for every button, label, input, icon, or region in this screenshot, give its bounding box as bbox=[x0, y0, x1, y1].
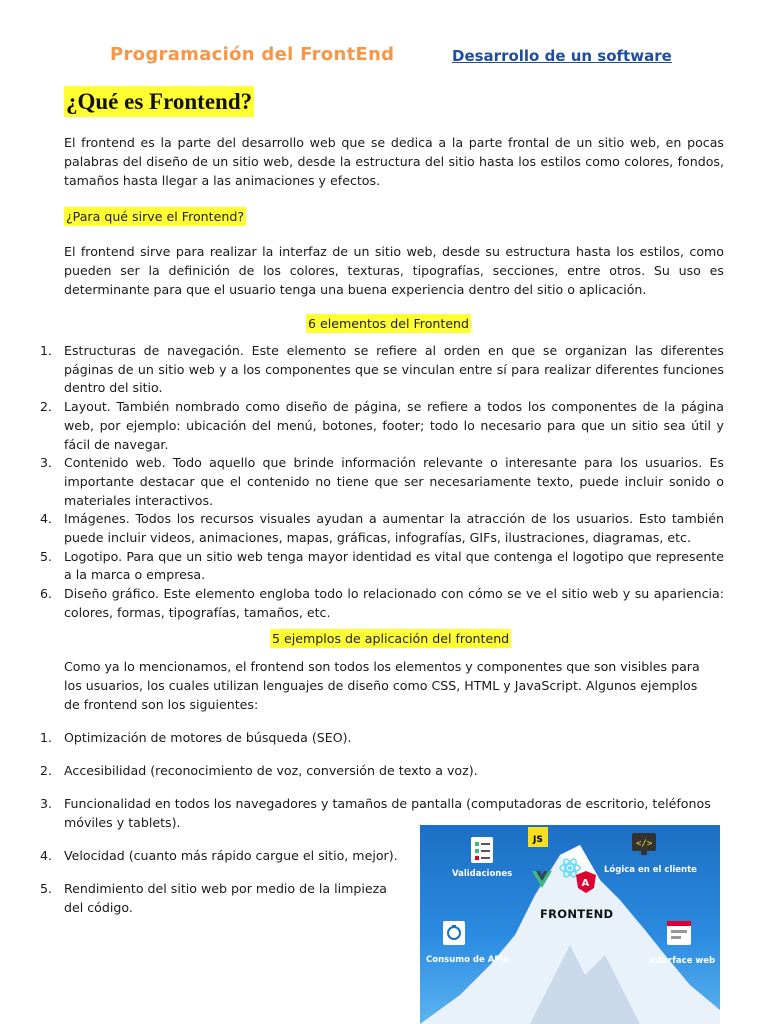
frontend-illustration bbox=[420, 825, 720, 1024]
list-item-text: Diseño gráfico. Este elemento engloba todo lo relacionado con cómo se ve el sitio web y su apariencia: colores, formas, tipografías, tamaños, etc. bbox=[64, 586, 724, 620]
list-item-text: Logotipo. Para que un sitio web tenga mayor identidad es vital que contenga el logotipo que represente a la marca o empresa. bbox=[64, 548, 724, 583]
list-item bbox=[24, 454, 724, 510]
label-logica: Lógica en el cliente bbox=[604, 865, 697, 875]
list-number: 1. bbox=[40, 343, 53, 358]
document-title: Programación del FrontEnd bbox=[110, 44, 395, 65]
example-text: Optimización de motores de búsqueda (SEO). bbox=[64, 730, 352, 745]
list-number: 3. bbox=[40, 455, 53, 471]
list-number: 2. bbox=[40, 399, 53, 415]
purpose-paragraph: El frontend sirve para realizar la interfaz de un sitio web, desde su estructura hasta los estilos, como pueden ser la definición de los colores, texturas, tipografías, secciones, entre otros. Su uso es determinante para que el usuario tenga una buena experiencia dentro del sitio o aplicación. bbox=[64, 244, 724, 297]
examples-intro: Como ya lo mencionamos, el frontend son todos los elementos y componentes que son visibles para los usuarios, los cuales utilizan lenguajes de diseño como CSS, HTML y JavaScript. Algunos ejemplos de frontend son los siguientes: bbox=[64, 659, 700, 712]
vue-logo-icon bbox=[532, 871, 552, 889]
header-link[interactable]: Desarrollo de un software bbox=[452, 47, 672, 65]
elements-subtitle: 6 elementos del Frontend bbox=[308, 316, 470, 331]
api-icon bbox=[440, 917, 468, 949]
example-text: Accesibilidad (reconocimiento de voz, conversión de texto a voz). bbox=[64, 763, 478, 778]
list-number: 1. bbox=[40, 730, 53, 745]
list-item bbox=[24, 398, 724, 454]
list-item-text: Layout. También nombrado como diseño de página, se refiere a todos los componentes de la página web, por ejemplo: ubicación del menú, botones, footer; todo lo necesario para que un sitio sea útil y fácil de navegar. bbox=[64, 399, 724, 452]
svg-text:A: A bbox=[581, 878, 590, 889]
list-number: 4. bbox=[40, 511, 53, 527]
list-item bbox=[24, 342, 724, 398]
list-number: 3. bbox=[40, 796, 53, 811]
label-interface: Interface web bbox=[649, 956, 716, 966]
examples-subtitle: 5 ejemplos de aplicación del frontend bbox=[272, 631, 510, 646]
list-item-text: Contenido web. Todo aquello que brinde información relevante o interesante para los usuarios. Es importante destacar que el contenido no tiene que ser necesariamente texto, puede incluir sonido o materiales interactivos. bbox=[64, 455, 724, 508]
svg-text:JS: JS bbox=[533, 835, 543, 845]
main-heading: ¿Qué es Frontend? bbox=[64, 86, 254, 117]
label-validaciones: Validaciones bbox=[452, 869, 513, 879]
list-item-text: Estructuras de navegación. Este elemento se refiere al orden en que se organizan las diferentes páginas de un sitio web y a los componentes que se vinculan entre sí para realizar diferentes funciones dentro del sitio. bbox=[64, 343, 724, 396]
list-item bbox=[24, 585, 724, 622]
checklist-icon bbox=[468, 835, 498, 865]
list-number: 5. bbox=[40, 548, 53, 564]
list-number: 5. bbox=[40, 881, 53, 896]
elements-list bbox=[24, 342, 724, 623]
example-text: Velocidad (cuanto más rápido cargue el sitio, mejor). bbox=[64, 848, 398, 863]
intro-paragraph: El frontend es la parte del desarrollo web que se dedica a la parte frontal de un sitio web, en pocas palabras del diseño de un sitio web, desde la estructura del sitio hasta los estilos como colores, fondos, tamaños hasta llegar a las animaciones y efectos. bbox=[64, 135, 724, 188]
frontend-label: FRONTEND bbox=[540, 907, 614, 921]
code-monitor-icon bbox=[630, 831, 658, 857]
list-number: 4. bbox=[40, 848, 53, 863]
example-text: Funcionalidad en todos los navegadores y tamaños de pantalla (computadoras de escritorio, teléfonos móviles y tablets). bbox=[64, 796, 711, 830]
web-browser-icon bbox=[665, 917, 693, 949]
list-item-text: Imágenes. Todos los recursos visuales ayudan a aumentar la atracción de los usuarios. Esto también puede incluir videos, animaciones, mapas, gráficas, infografías, GIFs, ilustraciones, diagramas, etc. bbox=[64, 511, 724, 546]
example-text: Rendimiento del sitio web por medio de la limpieza del código. bbox=[64, 881, 387, 915]
angular-logo-icon bbox=[576, 871, 596, 893]
list-number: 6. bbox=[40, 586, 53, 602]
list-item bbox=[24, 548, 724, 585]
label-apis: Consumo de APIs bbox=[426, 955, 509, 965]
page-header bbox=[110, 44, 710, 74]
js-logo-icon bbox=[528, 827, 548, 847]
purpose-subtitle: ¿Para qué sirve el Frontend? bbox=[66, 209, 245, 224]
svg-text:</>: </> bbox=[636, 839, 653, 849]
list-number: 2. bbox=[40, 763, 53, 778]
list-item bbox=[24, 510, 724, 547]
